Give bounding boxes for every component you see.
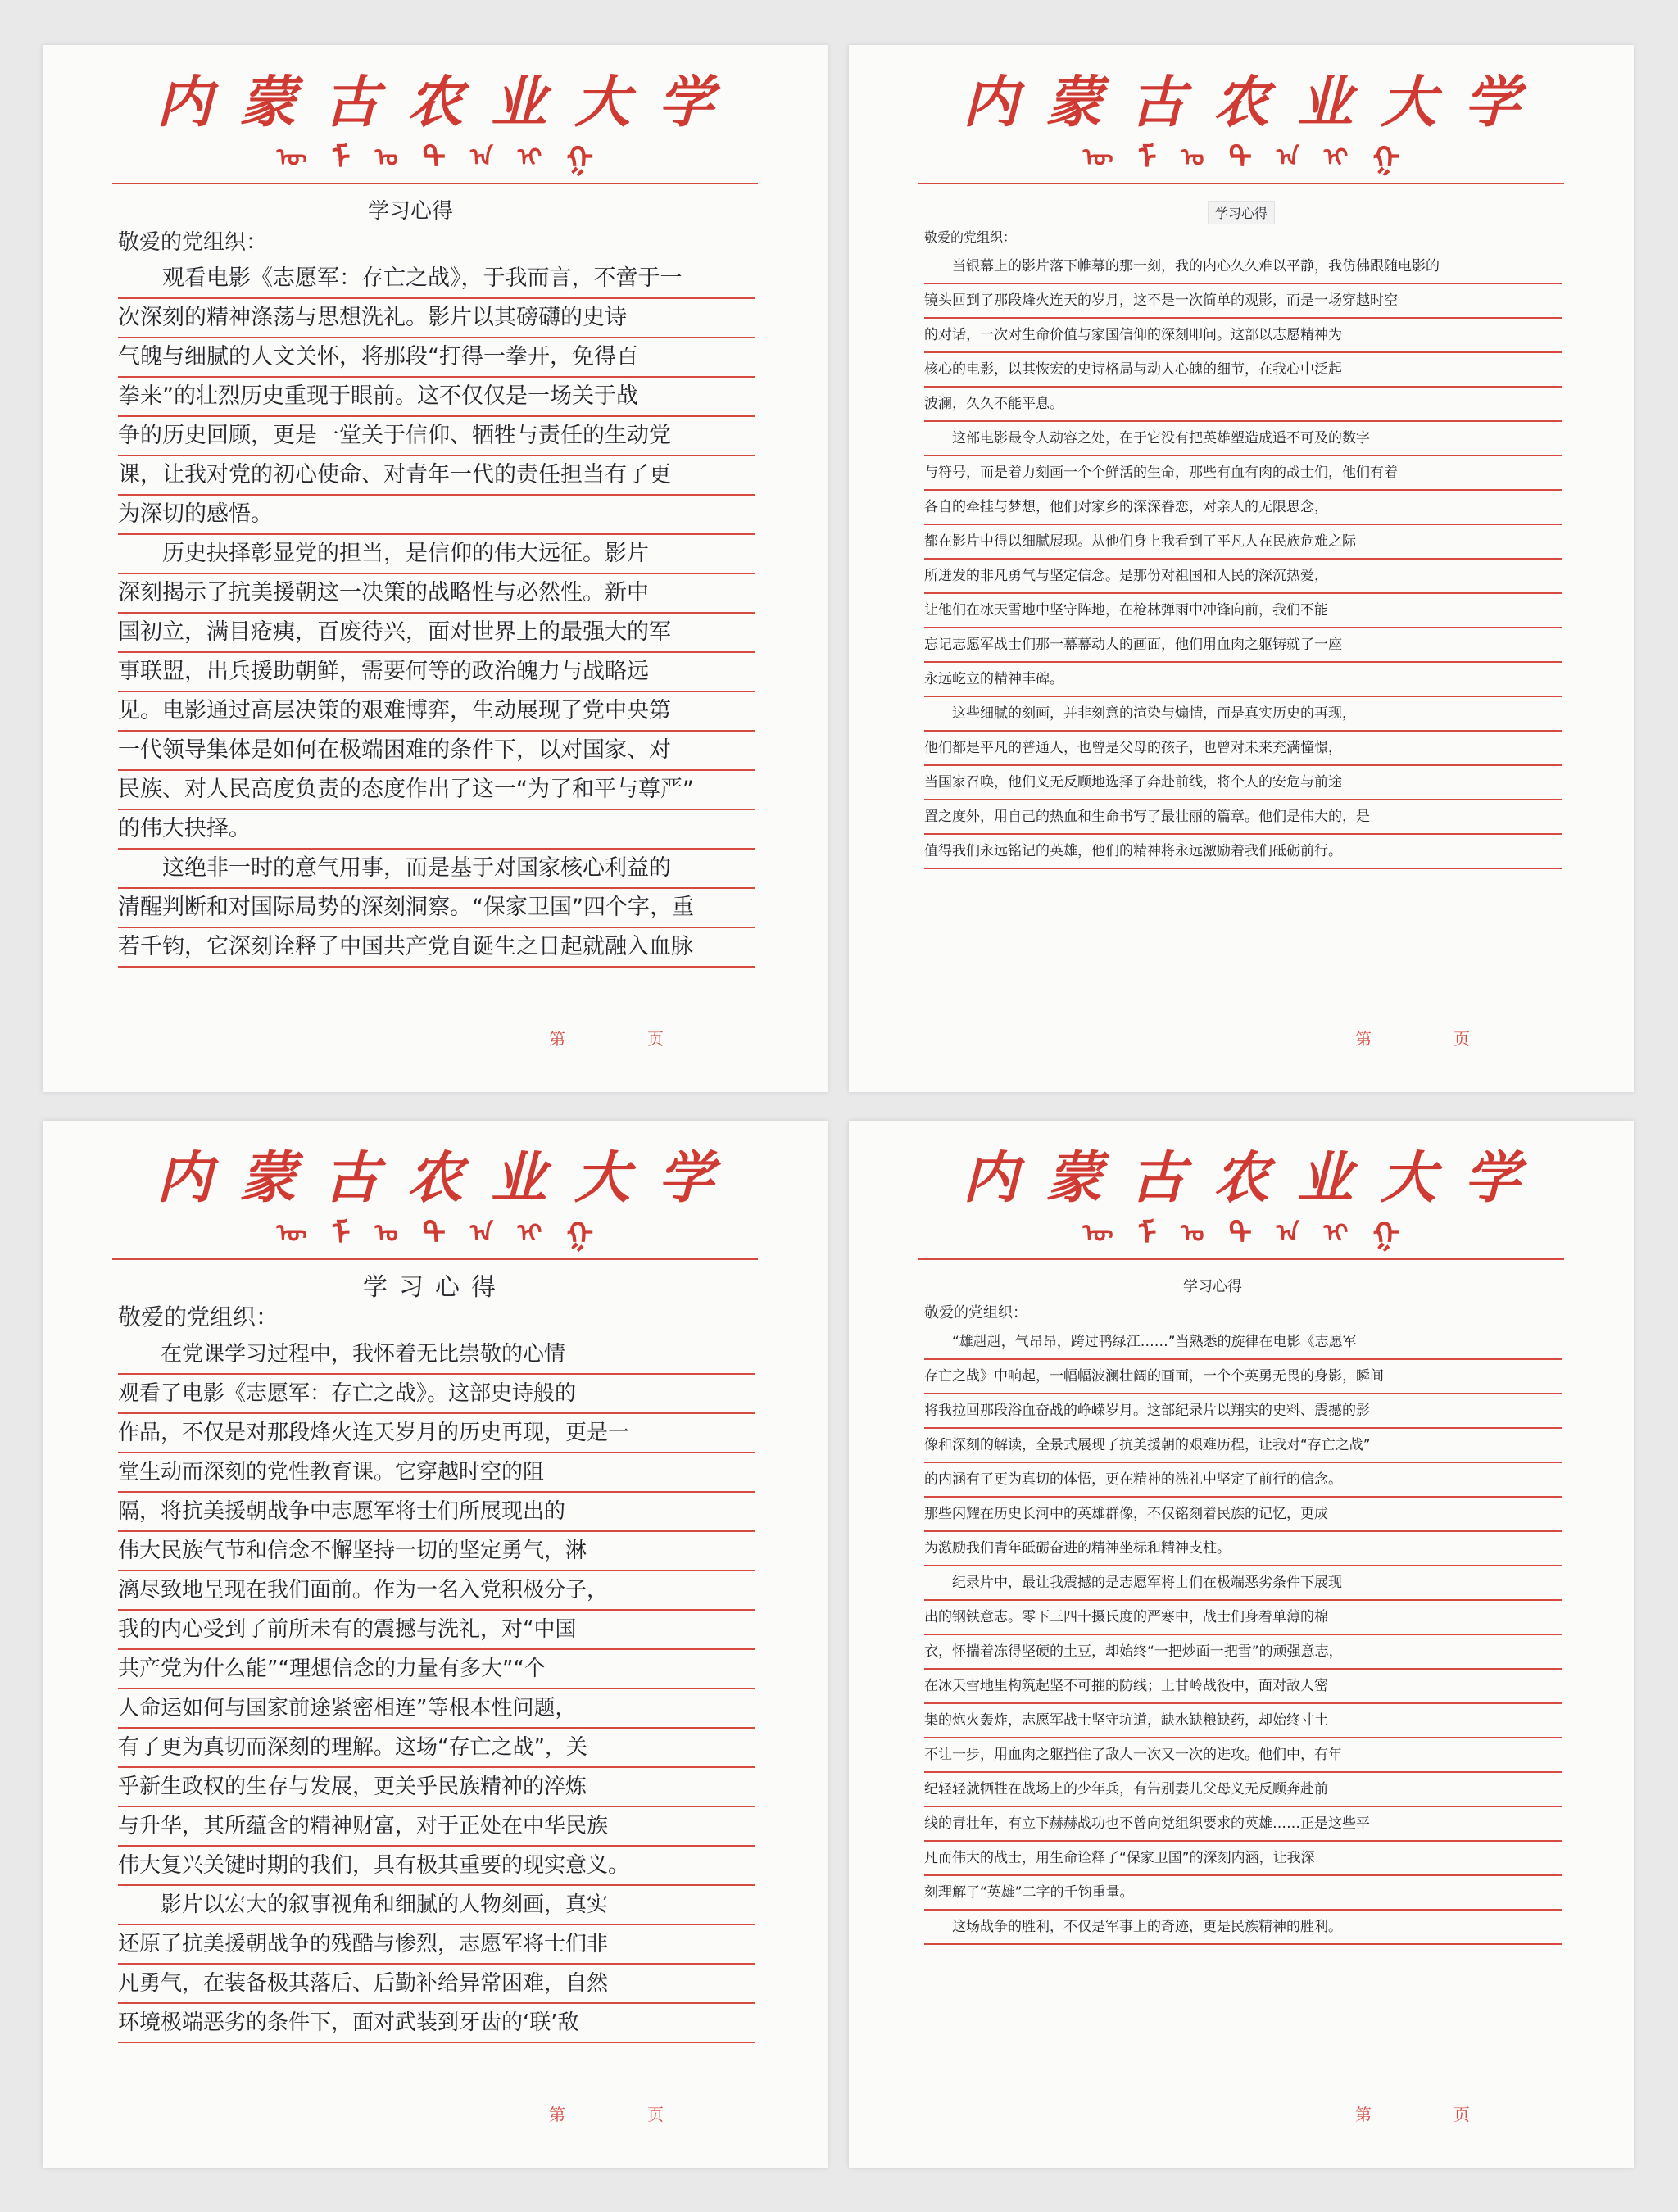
page-number-label: 第 页 [1355, 2105, 1503, 2124]
text-line: 有了更为真切而深刻的理解。这场“存亡之战”，关 [118, 1729, 755, 1768]
text-line: 共产党为什么能”“理想信念的力量有多大”“个 [118, 1650, 755, 1689]
handwritten-body [924, 250, 1562, 869]
text-line: 的伟大抉择。 [118, 810, 755, 850]
text-line: 他们都是平凡的普通人，也曾是父母的孩子，也曾对未来充满憧憬， [924, 732, 1562, 766]
mongolian-script-logo: ᠥ ᠮ ᠣ ᠲ ᠠ ᠢ ᠭ [1082, 139, 1400, 176]
text-line: 不让一步，用血肉之躯挡住了敌人一次又一次的进攻。他们中，有年 [924, 1738, 1562, 1773]
text-line: 课，让我对党的初心使命、对青年一代的责任担当有了更 [118, 456, 755, 496]
text-line: 各自的牵挂与梦想，他们对家乡的深深眷恋，对亲人的无限思念， [924, 491, 1562, 525]
text-line: 伟大复兴关键时期的我们，具有极其重要的现实意义。 [118, 1847, 755, 1886]
text-line: 那些闪耀在历史长河中的英雄群像，不仅铭刻着民族的记忆，更成 [924, 1498, 1562, 1532]
letterhead [43, 70, 828, 176]
text-line: 为深切的感悟。 [118, 496, 755, 535]
text-line: “雄赳赳，气昂昂，跨过鸭绿江……”当熟悉的旋律在电影《志愿军 [924, 1326, 1562, 1360]
notebook-page-4 [849, 1121, 1634, 2168]
text-line: 出的钢铁意志。零下三四十摄氏度的严寒中，战士们身着单薄的棉 [924, 1601, 1562, 1635]
text-line: 观看电影《志愿军：存亡之战》，于我而言，不啻于一 [118, 260, 755, 299]
text-line: 凡勇气，在装备极其落后、后勤补给异常困难，自然 [118, 1965, 755, 2004]
university-name: 内蒙古农业大学 [962, 70, 1548, 135]
text-line: 忘记志愿军战士们那一幕幕动人的画面，他们用血肉之躯铸就了一座 [924, 628, 1562, 663]
letterhead [849, 70, 1634, 176]
mongolian-script-logo: ᠥ ᠮ ᠣ ᠲ ᠠ ᠢ ᠭ [276, 1215, 594, 1252]
text-line: 隔，将抗美援朝战争中志愿军将士们所展现出的 [118, 1493, 755, 1532]
text-line: 值得我们永远铭记的英雄，他们的精神将永远激励着我们砥砺前行。 [924, 835, 1562, 869]
notebook-page-1 [43, 45, 828, 1092]
text-line: 与符号，而是着力刻画一个个鲜活的生命，那些有血有肉的战士们，他们有着 [924, 456, 1562, 491]
text-line: 的对话，一次对生命价值与家国信仰的深刻叩问。这部以志愿精神为 [924, 319, 1562, 353]
notebook-page-2 [849, 45, 1634, 1092]
text-line: 与升华，其所蕴含的精神财富，对于正处在中华民族 [118, 1807, 755, 1847]
handwritten-body [118, 260, 755, 968]
text-line: 气魄与细腻的人文关怀，将那段“打得一拳开，免得百 [118, 338, 755, 378]
university-name: 内蒙古农业大学 [156, 70, 741, 135]
text-line: 核心的电影，以其恢宏的史诗格局与动人心魄的细节，在我心中泛起 [924, 353, 1562, 388]
text-line: 线的青壮年，有立下赫赫战功也不曾向党组织要求的英雄……正是这些平 [924, 1807, 1562, 1842]
text-line: 当银幕上的影片落下帷幕的那一刻，我的内心久久难以平静，我仿佛跟随电影的 [924, 250, 1562, 284]
salutation: 敬爱的党组织： [924, 1304, 1027, 1321]
salutation: 敬爱的党组织： [924, 229, 1017, 245]
text-line: 纪录片中，最让我震撼的是志愿军将士们在极端恶劣条件下展现 [924, 1566, 1562, 1601]
text-line: 凡而伟大的战士，用生命诠释了“保家卫国”的深刻内涵，让我深 [924, 1842, 1562, 1876]
text-line: 在党课学习过程中，我怀着无比崇敬的心情 [118, 1335, 755, 1375]
text-line: 刻理解了“英雄”二字的千钧重量。 [924, 1876, 1562, 1911]
text-line: 衣，怀揣着冻得坚硬的土豆，却始终“一把炒面一把雪”的顽强意志， [924, 1635, 1562, 1670]
text-line: 置之度外，用自己的热血和生命书写了最壮丽的篇章。他们是伟大的，是 [924, 800, 1562, 835]
text-line: 的内涵有了更为真切的体悟，更在精神的洗礼中坚定了前行的信念。 [924, 1463, 1562, 1498]
text-line: 当国家召唤，他们义无反顾地选择了奔赴前线，将个人的安危与前途 [924, 766, 1562, 800]
text-line: 次深刻的精神涤荡与思想洗礼。影片以其磅礴的史诗 [118, 299, 755, 338]
text-line: 一代领导集体是如何在极端困难的条件下，以对国家、对 [118, 732, 755, 771]
text-line: 都在影片中得以细腻展现。从他们身上我看到了平凡人在民族危难之际 [924, 525, 1562, 560]
text-line: 这场战争的胜利，不仅是军事上的奇迹，更是民族精神的胜利。 [924, 1911, 1562, 1945]
mongolian-script-logo: ᠥ ᠮ ᠣ ᠲ ᠠ ᠢ ᠭ [1082, 1215, 1400, 1252]
header-rule [918, 1258, 1564, 1260]
text-line: 若千钧，它深刻诠释了中国共产党自诞生之日起就融入血脉 [118, 928, 755, 968]
text-line: 人命运如何与国家前途紧密相连”等根本性问题， [118, 1689, 755, 1729]
text-line: 事联盟，出兵援助朝鲜，需要何等的政治魄力与战略远 [118, 653, 755, 692]
text-line: 拳来”的壮烈历史重现于眼前。这不仅仅是一场关于战 [118, 378, 755, 417]
text-line: 为激励我们青年砥砺奋进的精神坐标和精神支柱。 [924, 1532, 1562, 1566]
letterhead [849, 1145, 1634, 1252]
text-line: 集的炮火轰炸，志愿军战士坚守坑道，缺水缺粮缺药，却始终寸土 [924, 1704, 1562, 1738]
text-line: 观看了电影《志愿军：存亡之战》。这部史诗般的 [118, 1375, 755, 1414]
header-rule [112, 1258, 758, 1260]
university-name: 内蒙古农业大学 [156, 1145, 741, 1211]
page-number-label: 第 页 [549, 1029, 696, 1049]
page-number-label: 第 页 [549, 2105, 696, 2124]
text-line: 将我拉回那段浴血奋战的峥嵘岁月。这部纪录片以翔实的史料、震撼的影 [924, 1394, 1562, 1429]
page-title: 学习心得 [367, 199, 453, 224]
text-line: 像和深刻的解读，全景式展现了抗美援朝的艰难历程，让我对“存亡之战” [924, 1429, 1562, 1463]
header-rule [918, 183, 1564, 184]
page-title: 学习心得 [1183, 1278, 1242, 1295]
page-title: 学习心得 [849, 201, 1634, 224]
header-rule [112, 183, 758, 184]
text-line: 清醒判断和对国际局势的深刻洞察。“保家卫国”四个字，重 [118, 889, 755, 928]
handwritten-body [118, 1335, 755, 2043]
salutation: 敬爱的党组织： [118, 1303, 279, 1330]
text-line: 争的历史回顾，更是一堂关于信仰、牺牲与责任的生动党 [118, 417, 755, 456]
text-line: 纪轻轻就牺牲在战场上的少年兵，有告别妻儿父母义无反顾奔赴前 [924, 1773, 1562, 1807]
text-line: 伟大民族气节和信念不懈坚持一切的坚定勇气，淋 [118, 1532, 755, 1571]
university-name: 内蒙古农业大学 [962, 1145, 1548, 1211]
text-line: 历史抉择彰显党的担当，是信仰的伟大远征。影片 [118, 535, 755, 574]
text-line: 民族、对人民高度负责的态度作出了这一“为了和平与尊严” [118, 771, 755, 810]
salutation: 敬爱的党组织： [118, 230, 268, 255]
text-line: 作品，不仅是对那段烽火连天岁月的历史再现，更是一 [118, 1414, 755, 1453]
text-line: 让他们在冰天雪地中坚守阵地，在枪林弹雨中冲锋向前，我们不能 [924, 594, 1562, 628]
text-line: 乎新生政权的生存与发展，更关乎民族精神的淬炼 [118, 1768, 755, 1807]
text-line: 所迸发的非凡勇气与坚定信念。是那份对祖国和人民的深沉热爱， [924, 560, 1562, 594]
handwritten-body [924, 1326, 1562, 1945]
text-line: 波澜，久久不能平息。 [924, 388, 1562, 422]
notebook-page-3 [43, 1121, 828, 2168]
page-number-label: 第 页 [1355, 1029, 1503, 1049]
page-title: 学习心得 [363, 1273, 507, 1302]
text-line: 存亡之战》中响起，一幅幅波澜壮阔的画面，一个个英勇无畏的身影，瞬间 [924, 1360, 1562, 1394]
text-line: 堂生动而深刻的党性教育课。它穿越时空的阻 [118, 1453, 755, 1493]
text-line: 永远屹立的精神丰碑。 [924, 663, 1562, 697]
text-line: 国初立，满目疮痍，百废待兴，面对世界上的最强大的军 [118, 614, 755, 653]
text-line: 镜头回到了那段烽火连天的岁月，这不是一次简单的观影，而是一场穿越时空 [924, 284, 1562, 319]
text-line: 见。电影通过高层决策的艰难博弈，生动展现了党中央第 [118, 692, 755, 732]
text-line: 环境极端恶劣的条件下，面对武装到牙齿的‘联’敌 [118, 2004, 755, 2043]
text-line: 还原了抗美援朝战争的残酷与惨烈，志愿军将士们非 [118, 1925, 755, 1965]
text-line: 深刻揭示了抗美援朝这一决策的战略性与必然性。新中 [118, 574, 755, 614]
mongolian-script-logo: ᠥ ᠮ ᠣ ᠲ ᠠ ᠢ ᠭ [276, 139, 594, 176]
letterhead [43, 1145, 828, 1252]
text-line: 在冰天雪地里构筑起坚不可摧的防线；上甘岭战役中，面对敌人密 [924, 1670, 1562, 1704]
text-line: 我的内心受到了前所未有的震撼与洗礼，对“中国 [118, 1611, 755, 1650]
text-line: 漓尽致地呈现在我们面前。作为一名入党积极分子， [118, 1571, 755, 1611]
text-line: 这些细腻的刻画，并非刻意的渲染与煽情，而是真实历史的再现， [924, 697, 1562, 732]
text-line: 影片以宏大的叙事视角和细腻的人物刻画，真实 [118, 1886, 755, 1925]
text-line: 这绝非一时的意气用事，而是基于对国家核心利益的 [118, 850, 755, 889]
text-line: 这部电影最令人动容之处，在于它没有把英雄塑造成遥不可及的数字 [924, 422, 1562, 456]
